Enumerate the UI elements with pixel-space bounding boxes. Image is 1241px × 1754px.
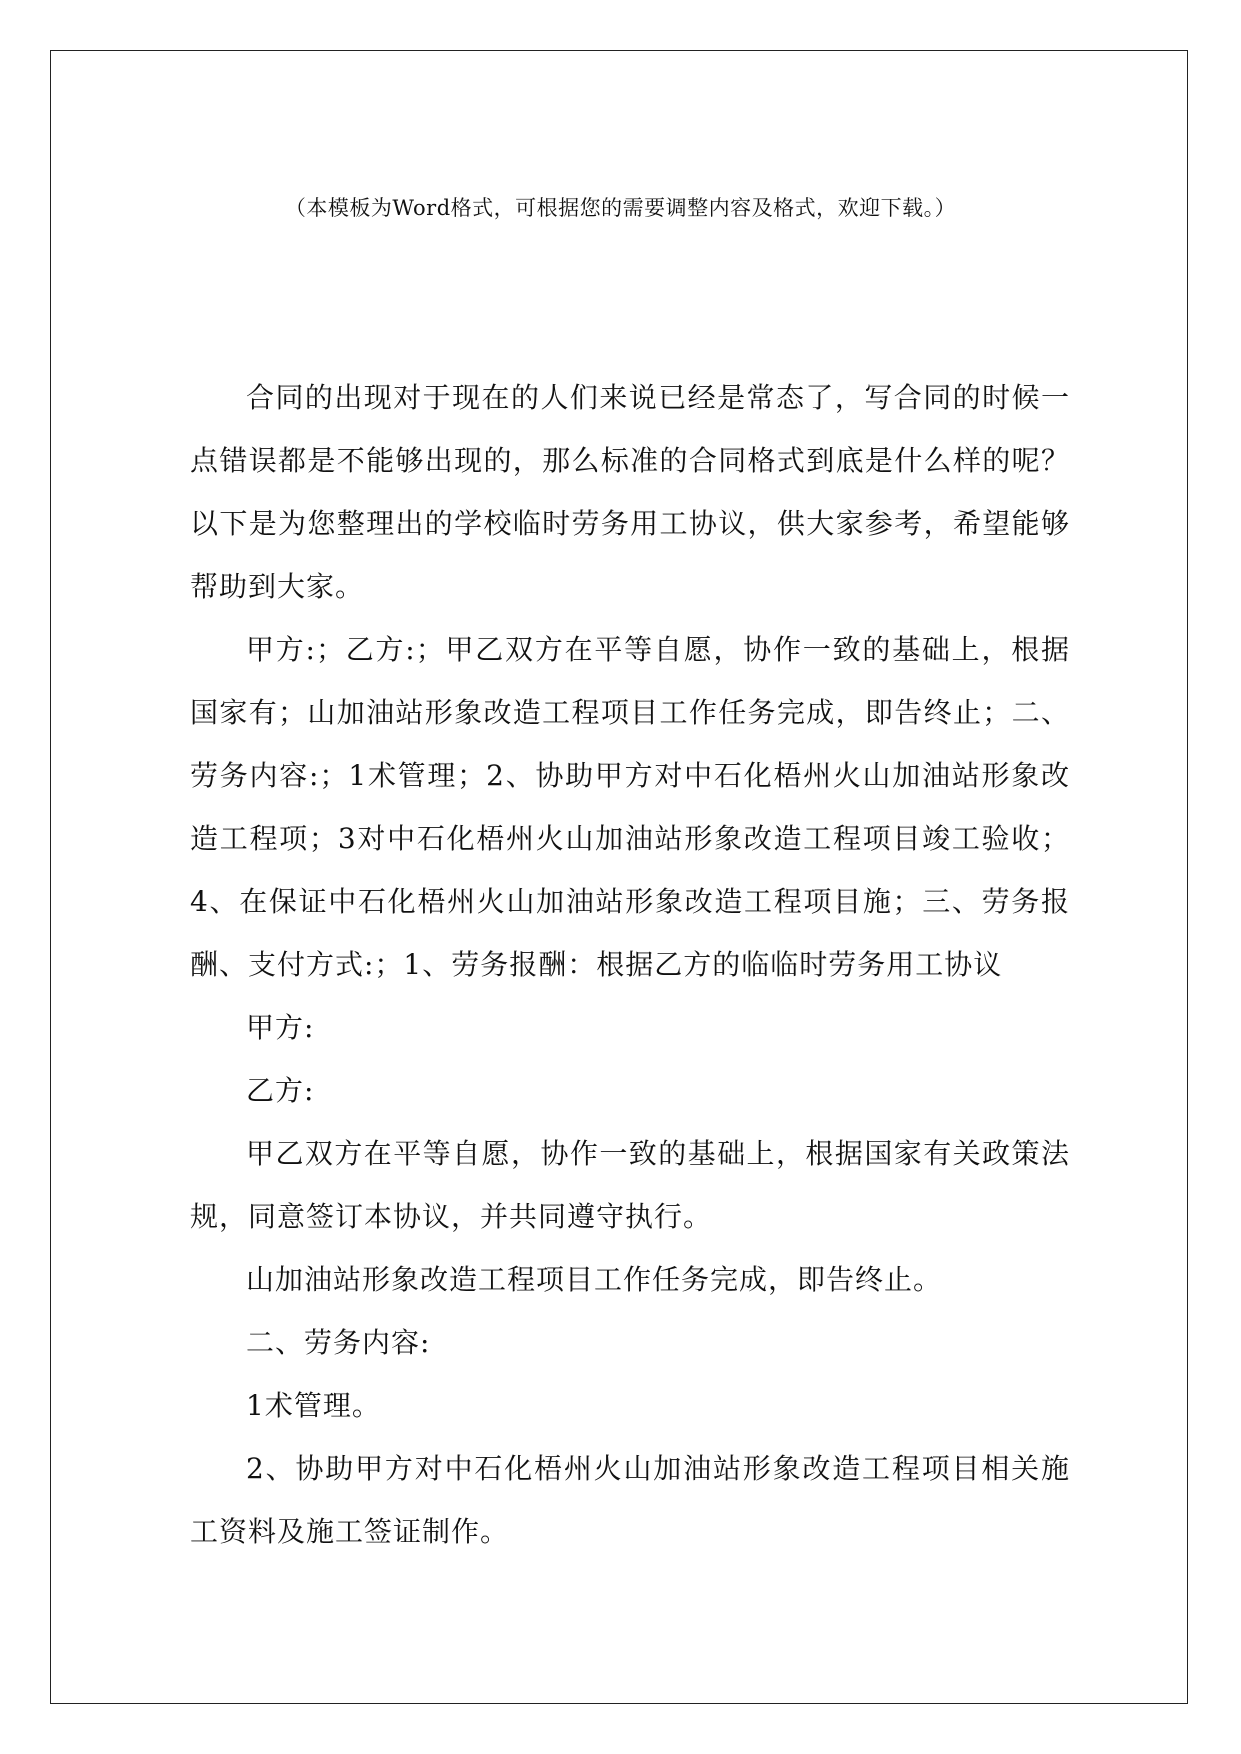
intro-paragraph: 合同的出现对于现在的人们来说已经是常态了，写合同的时候一点错误都是不能够出现的，那么标准的合同格式到底是什么样的呢？以下是为您整理出的学校临时劳务用工协议，供大家参考，希望能够帮助到大家。	[190, 381, 1070, 603]
section-heading-labor-content: 二、劳务内容:	[246, 1326, 431, 1359]
document-body	[190, 366, 1070, 1563]
agreement-basis-paragraph: 甲乙双方在平等自愿，协作一致的基础上，根据国家有关政策法规，同意签订本协议，并共同遵守执行。	[190, 1137, 1070, 1233]
summary-paragraph: 甲方:；乙方:；甲乙双方在平等自愿，协作一致的基础上，根据国家有；山加油站形象改造工程项目工作任务完成，即告终止；二、劳务内容:；1术管理；2、协助甲方对中石化梧州火山加油站形象改造工程项；3对中石化梧州火山加油站形象改造工程项目竣工验收；4、在保证中石化梧州火山加油站形象改造工程项目施；三、劳务报酬、支付方式:；1、劳务报酬：根据乙方的临临时劳务用工协议	[190, 633, 1070, 981]
term-paragraph: 山加油站形象改造工程项目工作任务完成，即告终止。	[246, 1263, 943, 1296]
clause-2: 2、协助甲方对中石化梧州火山加油站形象改造工程项目相关施工资料及施工签证制作。	[190, 1452, 1070, 1548]
template-note: （本模板为Word格式，可根据您的需要调整内容及格式，欢迎下载。）	[284, 196, 957, 220]
party-b-line: 乙方:	[246, 1074, 315, 1107]
party-a-line: 甲方:	[246, 1011, 315, 1044]
clause-1: 1术管理。	[246, 1389, 381, 1422]
